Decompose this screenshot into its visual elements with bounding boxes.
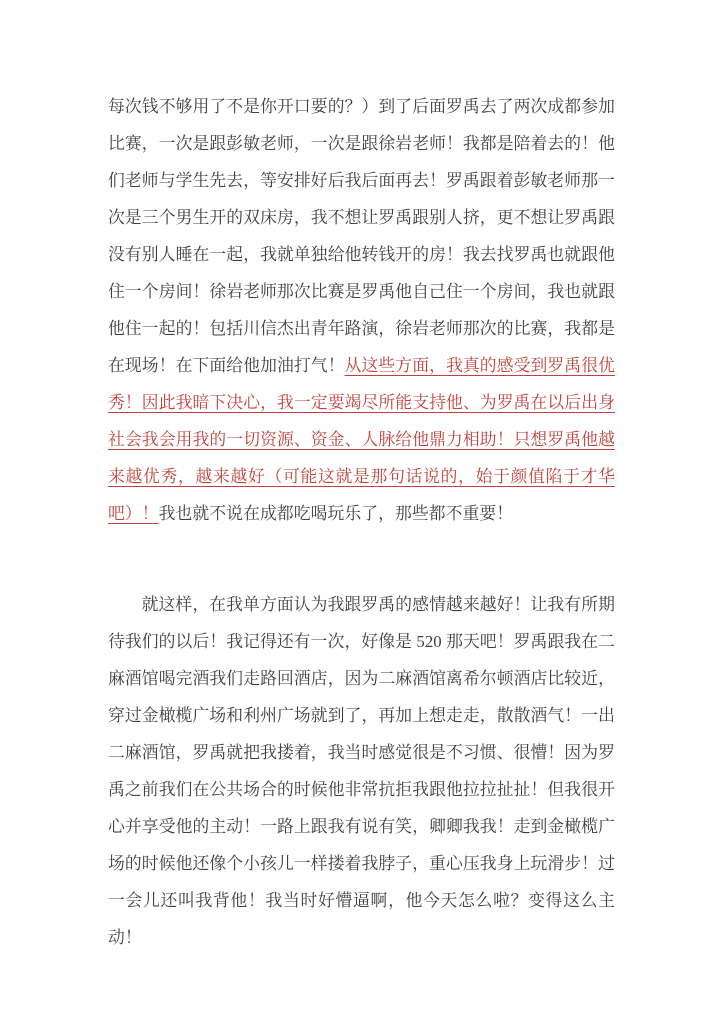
red-underlined-text-run: 从这些方面，我真的感受到罗禹很优秀！因此我暗下决心，我一定要竭尽所能支持他、为罗禹在以后出身社会我会用我的一切资源、资金、人脉给他鼎力相助！只想罗禹他越来越优秀，越来越好（可能这就是那句话说的，始于颜值陷于才华吧）！ xyxy=(108,356,615,523)
paragraph xyxy=(108,88,615,532)
text-run: 就这样，在我单方面认为我跟罗禹的感情越来越好！让我有所期待我们的以后！我记得还有一次，好像是 520 那天吧！罗禹跟我在二麻酒馆喝完酒我们走路回酒店，因为二麻酒馆离希尔顿酒店比较近，穿过金橄榄广场和利州广场就到了，再加上想走走，散散酒气！一出二麻酒馆，罗禹就把我搂着，我当时感觉很是不习惯、很懵！因为罗禹之前我们在公共场合的时候他非常抗拒我跟他拉拉扯扯！但我很开心并享受他的主动！一路上跟我有说有笑，卿卿我我！走到金橄榄广场的时候他还像个小孩儿一样搂着我脖子，重心压我身上玩滑步！过一会儿还叫我背他！我当时好懵逼啊，他今天怎么啦？变得这么主动！ xyxy=(108,595,615,947)
document-text-block xyxy=(108,88,615,956)
text-run: 我也就不说在成都吃喝玩乐了，那些都不重要！ xyxy=(158,504,514,523)
paragraph xyxy=(108,586,615,956)
text-run: 每次钱不够用了不是你开口要的？）到了后面罗禹去了两次成都参加比赛，一次是跟彭敏老师，一次是跟徐岩老师！我都是陪着去的！他们老师与学生先去，等安排好后我后面再去！罗禹跟着彭敏老师那一次是三个男生开的双床房，我不想让罗禹跟别人挤，更不想让罗禹跟没有别人睡在一起，我就单独给他转钱开的房！我去找罗禹也就跟他住一个房间！徐岩老师那次比赛是罗禹他自己住一个房间，我也就跟他住一起的！包括川信杰出青年路演，徐岩老师那次的比赛，我都是在现场！在下面给他加油打气！ xyxy=(108,97,615,375)
